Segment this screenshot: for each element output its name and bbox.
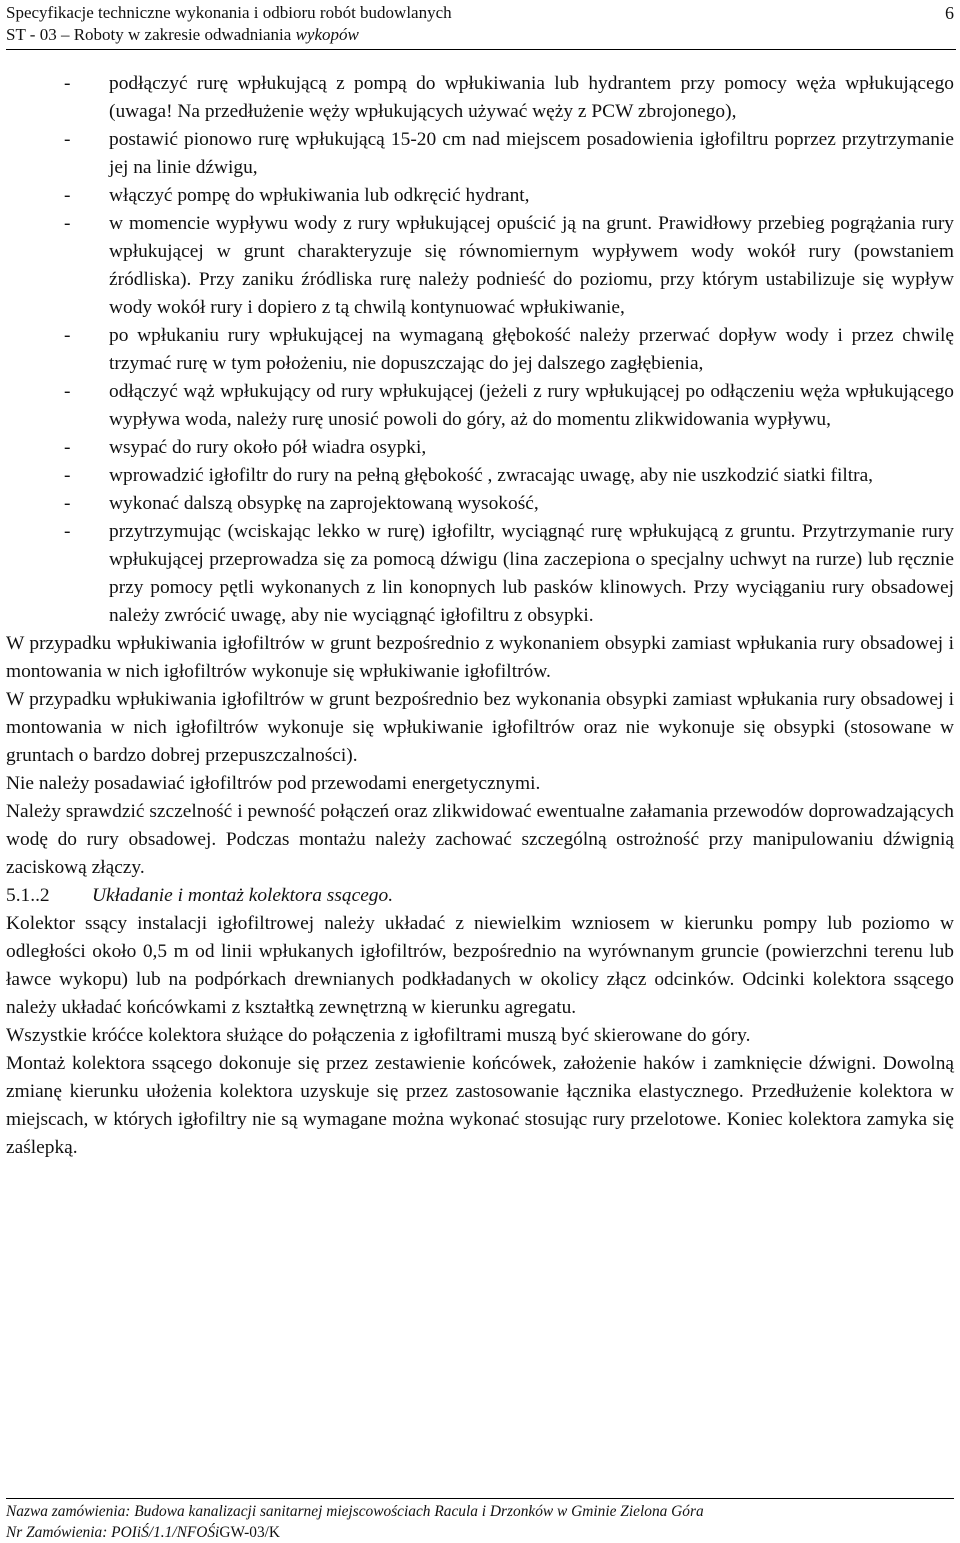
- paragraph: Należy sprawdzić szczelność i pewność połączeń oraz zlikwidować ewentualne załamania przewodów doprowadzających wodę do rury obsadowej. Podczas montażu należy zachować szczególną ostrożność przy manipulowaniu dźwignią zaciskową złączy.: [6, 801, 954, 878]
- list-item: [6, 70, 954, 126]
- page-header: [6, 2, 956, 50]
- paragraph: Montaż kolektora ssącego dokonuje się przez zestawienie końcówek, założenie haków i zamknięcie dźwigni. Dowolną zmianę kierunku ułożenia kolektora uzyskuje się przez zastosowanie łącznika elastycznego. Przedłużenie kolektora w miejscach, w których igłofiltry nie są wymagane można wykonać stosując rury przelotowe. Koniec kolektora zamyka się zaślepką.: [6, 1053, 954, 1158]
- list-dash: -: [64, 325, 71, 346]
- list-item-text: przytrzymując (wciskając lekko w rurę) igłofiltr, wyciągnąć rurę wpłukującą z gruntu. Przytrzymanie rury wpłukującej przeprowadza się za pomocą dźwigu (lina zaczepiona o specjalny uchwyt na rurze) lub ręcznie przy pomocy pętli wykonanych z lin konopnych lub pasków klinowych. Przy wyciąganiu rury obsadowej należy zwrócić uwagę, aby nie wyciągnąć igłofiltru z obsypki.: [109, 521, 954, 626]
- paragraph: W przypadku wpłukiwania igłofiltrów w grunt bezpośrednio z wykonaniem obsypki zamiast wpłukania rury obsadowej i montowania w nich igłofiltrów wykonuje się wpłukiwanie igłofiltrów.: [6, 633, 954, 682]
- list-item-text: podłączyć rurę wpłukującą z pompą do wpłukiwania lub hydrantem przy pomocy węża wpłukującego (uwaga! Na przedłużenie węży wpłukujących używać węży z PCW zbrojonego),: [109, 73, 954, 122]
- list-item: [6, 434, 954, 462]
- paragraph: Nie należy posadawiać igłofiltrów pod przewodami energetycznymi.: [6, 773, 541, 794]
- list-item-text: postawić pionowo rurę wpłukującą 15-20 cm nad miejscem posadowienia igłofiltru poprzez przytrzymanie jej na linie dźwigu,: [109, 129, 954, 178]
- list-item-text: włączyć pompę do wpłukiwania lub odkręcić hydrant,: [109, 185, 530, 206]
- page-number: 6: [945, 3, 954, 23]
- list-item-text: wykonać dalszą obsypkę na zaprojektowaną wysokość,: [109, 493, 539, 514]
- list-item: [6, 462, 954, 490]
- footer-order-suffix: GW-03/K: [219, 1524, 281, 1541]
- header-subtitle-prefix: ST - 03 – Roboty w zakresie odwadniania: [6, 25, 296, 44]
- paragraph: Wszystkie króćce kolektora służące do połączenia z igłofiltrami muszą być skierowane do góry.: [6, 1025, 751, 1046]
- paragraph: W przypadku wpłukiwania igłofiltrów w grunt bezpośrednio bez wykonania obsypki zamiast wpłukania rury obsadowej i montowania w nich igłofiltrów wykonuje się wpłukiwanie igłofiltrów oraz nie wykonuje się obsypki (stosowane w gruntach o bardzo dobrej przepuszczalności).: [6, 689, 954, 766]
- list-item-text: odłączyć wąż wpłukujący od rury wpłukującej (jeżeli z rury wpłukującej po odłączeniu węża wpłukującego wypływa woda, należy rurę unosić powoli do góry, aż do momentu zlikwidowania wypływu,: [109, 381, 954, 430]
- page-footer: [6, 1498, 954, 1543]
- list-dash: -: [64, 465, 71, 486]
- section-number: 5.1..2: [6, 885, 50, 906]
- section-heading: [6, 882, 954, 910]
- list-item-text: w momencie wypływu wody z rury wpłukującej opuścić ją na grunt. Prawidłowy przebieg pogrążania rury wpłukującej w grunt charakteryzuje się równomiernym wypływem wody wokół rury (powstaniem źródliska). Przy zaniku źródliska rurę należy podnieść do poziomu, przy którym ustabilizuje się wypływ wody wokół rury i dopiero z tą chwilą kontynuować wpłukiwanie,: [109, 213, 954, 318]
- section-title: Układanie i montaż kolektora ssącego.: [92, 885, 394, 906]
- list-dash: -: [64, 521, 71, 542]
- header-subtitle-italic: wykopów: [295, 25, 359, 44]
- list-dash: -: [64, 129, 71, 150]
- list-item: [6, 210, 954, 322]
- procedure-list: [6, 70, 954, 630]
- list-item-text: po wpłukaniu rury wpłukującej na wymaganą głębokość należy przerwać dopływ wody i przez chwilę trzymać rurę w tym położeniu, nie dopuszczając do jej dalszego zagłębienia,: [109, 325, 954, 374]
- footer-project-name: Nazwa zamówienia: Budowa kanalizacji sanitarnej miejscowościach Racula i Drzonków w Gminie Zielona Góra: [6, 1503, 704, 1520]
- list-item: [6, 322, 954, 378]
- list-item: [6, 182, 954, 210]
- list-dash: -: [64, 437, 71, 458]
- document-body: [6, 70, 954, 1162]
- header-title: Specyfikacje techniczne wykonania i odbioru robót budowlanych: [6, 3, 452, 22]
- header-subtitle: [6, 24, 956, 50]
- list-item: [6, 490, 954, 518]
- list-item-text: wsypać do rury około pół wiadra osypki,: [109, 437, 427, 458]
- list-dash: -: [64, 493, 71, 514]
- list-dash: -: [64, 381, 71, 402]
- list-item: [6, 378, 954, 434]
- list-item: [6, 518, 954, 630]
- footer-order-number: [6, 1522, 954, 1543]
- list-dash: -: [64, 185, 71, 206]
- list-item-text: wprowadzić igłofiltr do rury na pełną głębokość , zwracając uwagę, aby nie uszkodzić siatki filtra,: [109, 465, 874, 486]
- footer-order-prefix: Nr Zamówienia: POIiŚ/1.1/NFOŚi: [6, 1524, 220, 1541]
- paragraph: Kolektor ssący instalacji igłofiltrowej należy układać z niewielkim wzniosem w kierunku pompy lub poziomo w odległości około 0,5 m od linii wpłukanych igłofiltrów, bezpośrednio na wyrównanym gruncie (powierzchni terenu lub ławce wykopu) lub na podpórkach drewnianych podkładanych w okolicy złącz odcinków. Odcinki kolektora ssącego należy układać końcówkami z kształtką zewnętrzną w kierunku agregatu.: [6, 913, 954, 1018]
- list-dash: -: [64, 213, 71, 234]
- list-item: [6, 126, 954, 182]
- list-dash: -: [64, 73, 71, 94]
